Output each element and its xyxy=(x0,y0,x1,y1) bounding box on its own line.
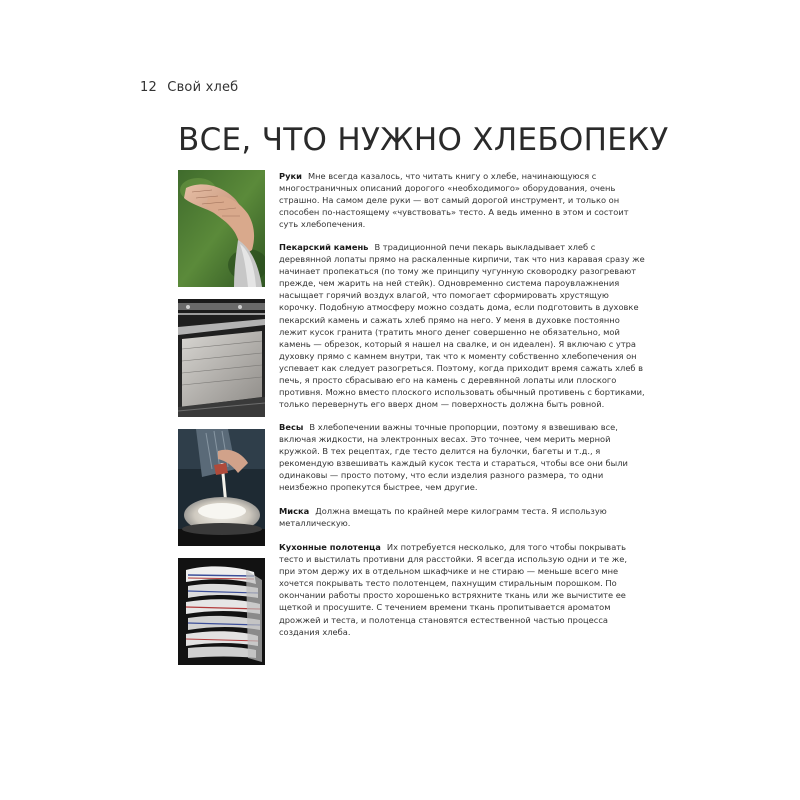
scales-flour-photo xyxy=(178,429,265,546)
section-heading: Пекарский камень xyxy=(279,242,369,252)
section-text: В традиционной печи пекарь выкладывает хлеб с деревянной лопаты прямо на раскаленные кирпичи, так что низ каравая сразу же начинает пропекаться (по тому же принципу чугунную сковородку разогревают прежде, чем жарить на ней стейк). Одновременно система пароувлажнения насыщает горячий воздух влагой, что помогает сформировать хрустящую корочку. Подобную атмосферу можно создать дома, если подготовить в духовке пекарский камень и сажать хлеб прямо на него. У меня в духовке постоянно лежит кусок гранита (тратить много денег совершенно не обязательно, мой камень — обрезок, который я нашел на свалке, и он идеален). Я включаю с утра духовку прямо с камнем внутри, так что к моменту собственно хлебопечения он успевает как следует разогреться. Поэтому, когда приходит время сажать хлеб в печь, я просто сбрасываю его на камень с деревянной лопаты или плоского противня. Можно вместо плоского использовать обычный противень с бортиками, только перевернуть его вверх дном — поверхность должна быть ровной. xyxy=(279,242,645,410)
section-baking-stone xyxy=(279,241,645,410)
section-heading: Кухонные полотенца xyxy=(279,542,381,552)
section-heading: Весы xyxy=(279,422,304,432)
section-text: Должна вмещать по крайней мере килограмм теста. Я использую металлическую. xyxy=(279,506,607,529)
running-header xyxy=(140,80,238,95)
kitchen-towels-photo xyxy=(178,558,265,665)
oven-photo xyxy=(178,299,265,417)
section-hands xyxy=(279,170,645,230)
page-title: ВСЕ, ЧТО НУЖНО ХЛЕБОПЕКУ xyxy=(178,122,669,158)
page-number: 12 xyxy=(140,80,157,95)
section-text: Их потребуется несколько, для того чтобы покрывать тесто и выстилать противни для расстойки. Я всегда использую одни и те же, при этом держу их в отдельном шкафчике и не стираю — меньше всего мне хочется покрывать тесто полотенцем, пахнущим стиральным порошком. По окончании работы просто хорошенько встряхните ткань или же вычистите ее щеткой и просушите. С течением времени ткань пропитывается ароматом дрожжей и теста, и полотенца становятся естественной частью процесса создания хлеба. xyxy=(279,542,627,637)
section-heading: Руки xyxy=(279,171,302,181)
section-bowl xyxy=(279,505,645,529)
section-kitchen-towels xyxy=(279,541,645,638)
section-scales xyxy=(279,421,645,494)
running-title: Свой хлеб xyxy=(167,80,239,95)
section-text: В хлебопечении важны точные пропорции, поэтому я взвешиваю все, включая жидкости, на электронных весах. Это точнее, чем мерить мерной кружкой. В тех рецептах, где тесто делится на булочки, багеты и т.д., я рекомендую взвешивать каждый кусок теста и стараться, чтобы все они были одинаковы — просто потому, что если изделия разного размера, то одни неизбежно пропекутся быстрее, чем другие. xyxy=(279,422,628,493)
section-text: Мне всегда казалось, что читать книгу о хлебе, начинающуюся с многостраничных описаний дорогого «необходимого» оборудования, очень страшно. На самом деле руки — вот самый дорогой инструмент, и только он способен по-настоящему «чувствовать» тесто. А ведь именно в этом и состоит суть хлебопечения. xyxy=(279,171,629,230)
hands-photo xyxy=(178,170,265,287)
section-heading: Миска xyxy=(279,506,310,516)
